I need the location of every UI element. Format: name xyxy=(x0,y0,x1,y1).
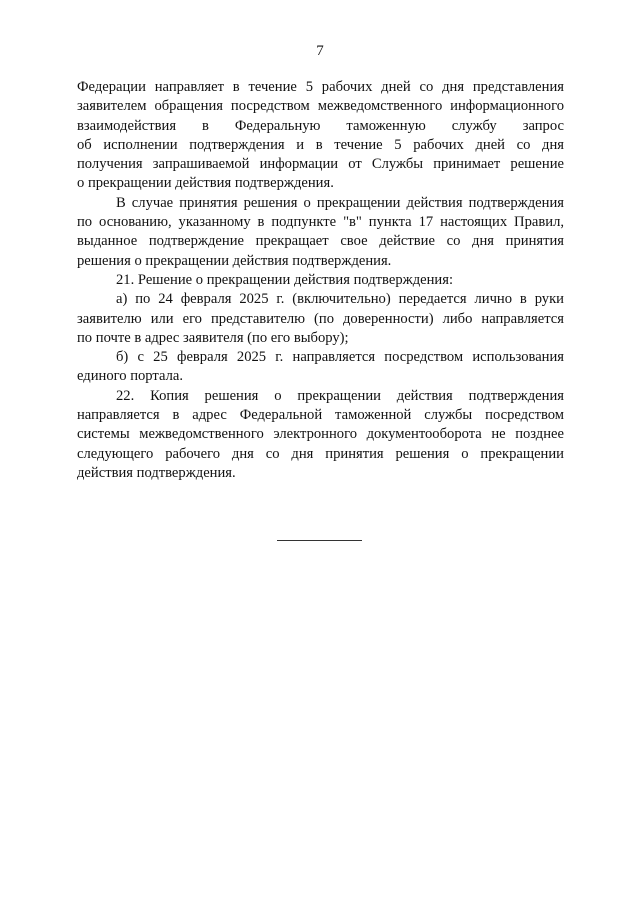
text-line: действия подтверждения. xyxy=(77,464,236,481)
paragraph-subitem-b xyxy=(77,348,564,387)
text-line: взаимодействия в Федеральную таможенную службу запрос xyxy=(77,117,564,134)
text-line: получения запрашиваемой информации от Службы принимает решение xyxy=(77,156,564,173)
text-line: 21. Решение о прекращении действия подтверждения: xyxy=(116,271,454,288)
text-line: заявителю или его представителю (по доверенности) либо направляется xyxy=(77,310,564,327)
text-line: следующего рабочего дня со дня принятия решения о прекращении xyxy=(77,445,564,462)
paragraph-item-22 xyxy=(77,387,564,483)
text-line: решения о прекращении действия подтверждения. xyxy=(77,252,392,269)
text-line: б) с 25 февраля 2025 г. направляется посредством использования xyxy=(116,349,564,366)
text-line: о прекращении действия подтверждения. xyxy=(77,175,334,192)
text-line: Федерации направляет в течение 5 рабочих дней со дня представления xyxy=(77,79,564,95)
text-line: по основанию, указанному в подпункте "в" пункта 17 настоящих Правил, xyxy=(77,214,564,231)
text-line: системы межведомственного электронного документооборота не позднее xyxy=(77,426,564,443)
paragraph-continuation xyxy=(77,78,564,194)
text-line: заявителем обращения посредством межведомственного информационного xyxy=(77,98,564,115)
text-line: единого портала. xyxy=(77,368,183,385)
text-line: об исполнении подтверждения и в течение 5 рабочих дней со дня xyxy=(77,136,564,153)
text-line: по почте в адрес заявителя (по его выбору); xyxy=(77,329,349,346)
text-line: 22. Копия решения о прекращении действия подтверждения xyxy=(116,387,564,404)
paragraph-item-21 xyxy=(77,271,564,290)
paragraph-subitem-a xyxy=(77,290,564,348)
page-number: 7 xyxy=(316,43,324,59)
end-separator-line xyxy=(277,540,362,541)
text-line: направляется в адрес Федеральной таможенной службы посредством xyxy=(77,407,564,424)
text-line: выданное подтверждение прекращает свое действие со дня принятия xyxy=(77,233,564,250)
document-body xyxy=(77,78,564,483)
paragraph-termination-case xyxy=(77,194,564,271)
text-line: а) по 24 февраля 2025 г. (включительно) передается лично в руки xyxy=(116,291,564,308)
text-line: В случае принятия решения о прекращении действия подтверждения xyxy=(116,194,564,211)
